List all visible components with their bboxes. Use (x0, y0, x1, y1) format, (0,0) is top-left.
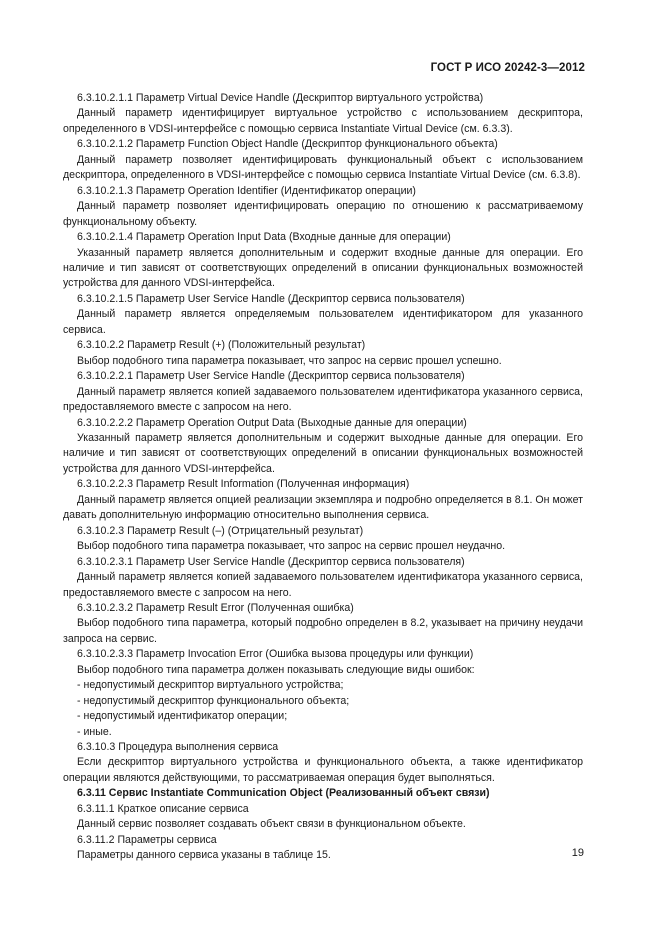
section-heading: 6.3.10.2.2 Параметр Result (+) (Положительный результат) (77, 339, 366, 352)
paragraph: Если дескриптор виртуального устройства и функционального объекта, а также идентификатор операции являются действующими, то рассматриваемая операция будет выполняться. (63, 756, 583, 784)
section-heading: 6.3.10.2.3.1 Параметр User Service Handle (Дескриптор сервиса пользователя) (77, 555, 465, 568)
section-heading: 6.3.11.1 Краткое описание сервиса (77, 802, 249, 815)
paragraph: Данный параметр идентифицирует виртуальное устройство с использованием дескриптора, определенного в VDSI-интерфейсе с помощью сервиса Instantiate Virtual Device (см. 6.3.3). (63, 107, 583, 135)
list-item: - недопустимый идентификатор операции; (77, 710, 288, 723)
section-heading: 6.3.10.2.2.1 Параметр User Service Handle (Дескриптор сервиса пользователя) (77, 370, 465, 383)
document-body (63, 91, 583, 864)
section-heading: 6.3.10.2.3 Параметр Result (–) (Отрицательный результат) (77, 524, 364, 537)
paragraph: Указанный параметр является дополнительным и содержит входные данные для операции. Его наличие и тип зависят от соответствующих определений в описании функциональных возможностей устройства для данного VDSI-интерфейса. (63, 246, 583, 290)
page-number: 19 (571, 847, 584, 859)
section-heading: 6.3.10.2.1.4 Параметр Operation Input Data (Входные данные для операции) (77, 231, 451, 244)
list-item: - недопустимый дескриптор виртуального устройства; (77, 679, 344, 692)
paragraph: Данный сервис позволяет создавать объект связи в функциональном объекте. (77, 818, 466, 831)
paragraph: Выбор подобного типа параметра показывает, что запрос на сервис прошел неудачно. (77, 540, 506, 553)
paragraph: Данный параметр позволяет идентифицировать операцию по отношению к рассматриваемому функциональному объекту. (63, 200, 583, 228)
section-heading: 6.3.10.2.3.3 Параметр Invocation Error (Ошибка вызова процедуры или функции) (77, 648, 474, 661)
list-item: - иные. (77, 725, 112, 738)
paragraph: Данный параметр является опцией реализации экземпляра и подробно определяется в 8.1. Он может давать дополнительную информацию относительно выполнения сервиса. (63, 493, 583, 522)
section-heading: 6.3.11.2 Параметры сервиса (77, 833, 217, 846)
document-header: ГОСТ Р ИСО 20242-3—2012 (430, 62, 585, 74)
section-heading: 6.3.10.2.2.3 Параметр Result Information (Полученная информация) (77, 478, 410, 491)
paragraph: Данный параметр является копией задаваемого пользователем идентификатора указанного сервиса, предоставляемого вместе с запросом на него. (63, 571, 583, 599)
section-heading: 6.3.10.2.1.3 Параметр Operation Identifier (Идентификатор операции) (77, 184, 416, 197)
section-heading: 6.3.10.2.1.5 Параметр User Service Handle (Дескриптор сервиса пользователя) (77, 292, 465, 305)
paragraph: Данный параметр позволяет идентифицировать функциональный объект с использованием дескриптора, определенного в VDSI-интерфейсе с помощью сервиса Instantiate Virtual Device (см. 6.3.8). (63, 153, 583, 182)
section-heading: 6.3.10.2.2.2 Параметр Operation Output Data (Выходные данные для операции) (77, 416, 467, 429)
bold-section-heading: 6.3.11 Сервис Instantiate Communication Object (Реализованный объект связи) (77, 787, 490, 800)
paragraph: Выбор подобного типа параметра показывает, что запрос на сервис прошел успешно. (77, 354, 502, 367)
list-item: - недопустимый дескриптор функционального объекта; (77, 694, 350, 707)
paragraph: Данный параметр является копией задаваемого пользователем идентификатора указанного сервиса, предоставляемого вместе с запросом на него. (63, 385, 583, 414)
section-heading: 6.3.10.2.1.1 Параметр Virtual Device Handle (Дескриптор виртуального устройства) (77, 92, 484, 104)
paragraph: Выбор подобного типа параметра, который подробно определен в 8.2, указывает на причину неудачи запроса на сервис. (63, 617, 583, 645)
section-heading: 6.3.10.3 Процедура выполнения сервиса (77, 741, 279, 754)
paragraph: Указанный параметр является дополнительным и содержит выходные данные для операции. Его наличие и тип зависят от соответствующих определений в описании функциональных возможностей устройства для данного VDSI-интерфейса. (63, 431, 583, 475)
section-heading: 6.3.10.2.1.2 Параметр Function Object Handle (Дескриптор функционального объекта) (77, 138, 498, 151)
paragraph: Выбор подобного типа параметра должен показывать следующие виды ошибок: (77, 663, 475, 676)
paragraph: Данный параметр является определяемым пользователем идентификатором для указанного сервиса. (63, 308, 583, 336)
paragraph: Параметры данного сервиса указаны в таблице 15. (77, 849, 331, 862)
section-heading: 6.3.10.2.3.2 Параметр Result Error (Полученная ошибка) (77, 601, 354, 614)
